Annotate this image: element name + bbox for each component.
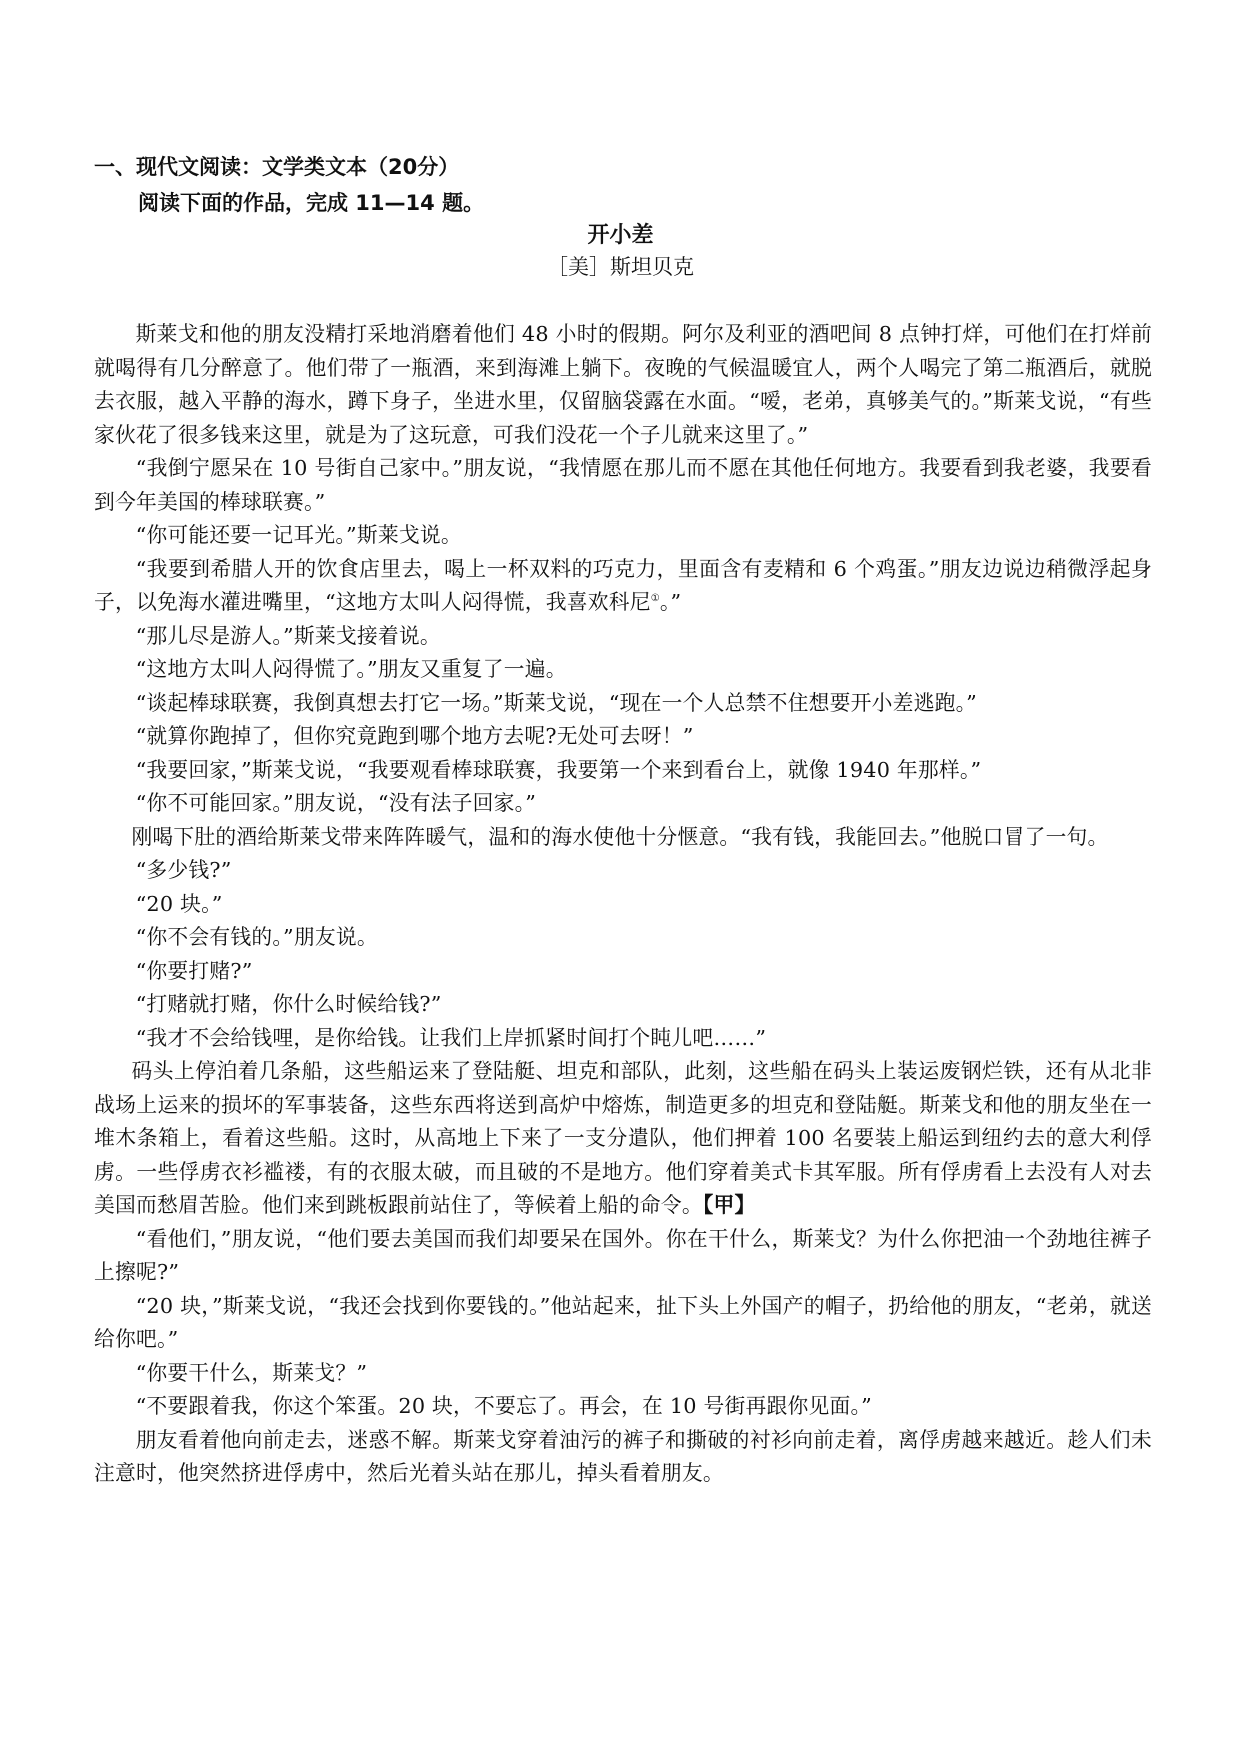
paragraph: 朋友看着他向前走去，迷惑不解。斯莱戈穿着油污的裤子和撕破的衬衫向前走着，离俘虏越来越近。趁人们未注意时，他突然挤进俘虏中，然后光着头站在那儿，掉头看着朋友。 (94, 1427, 1152, 1485)
footnote-mark: ① (650, 593, 660, 605)
paragraph: 刚喝下肚的酒给斯莱戈带来阵阵暖气，温和的海水使他十分惬意。“我有钱，我能回去。”他脱口冒了一句。 (131, 824, 1109, 849)
paragraph: “看他们，”朋友说，“他们要去美国而我们却要呆在国外。你在干什么，斯莱戈？为什么你把油一个劲地往裤子上擦呢?” (94, 1226, 1152, 1284)
story-body (94, 318, 1152, 1491)
paragraph: “打赌就打赌，你什么时候给钱?” (135, 992, 442, 1016)
paragraph-text: 码头上停泊着几条船，这些船运来了登陆艇、坦克和部队，此刻，这些船在码头上装运废钢烂铁，还有从北非战场上运来的损坏的军事装备，这些东西将送到高炉中熔炼，制造更多的坦克和登陆艇。斯莱戈和他的朋友坐在一堆木条箱上，看着这些船。这时，从高地上下来了一支分遣队，他们押着 100 名要装上船运到纽约去的意大利俘虏。一些俘虏衣衫褴褛，有的衣服太破，而且破的不是地方。他们穿着美式卡其军服。所有俘虏看上去没有人对去美国而愁眉苦脸。他们来到跳板跟前站住了，等候着上船的命令。 (94, 1059, 1152, 1217)
paragraph: “多少钱?” (135, 858, 232, 882)
paragraph: “就算你跑掉了，但你究竟跑到哪个地方去呢?无处可去呀！” (135, 724, 694, 748)
paragraph: “不要跟着我，你这个笨蛋。20 块，不要忘了。再会，在 10 号街再跟你见面。” (135, 1394, 872, 1418)
reading-instruction: 阅读下面的作品，完成 11—14 题。 (138, 191, 485, 215)
paragraph: “我要回家，”斯莱戈说，“我要观看棒球联赛，我要第一个来到看台上，就像 1940 年那样。” (135, 757, 982, 782)
paragraph: 斯莱戈和他的朋友没精打采地消磨着他们 48 小时的假期。阿尔及利亚的酒吧间 8 点钟打烊，可他们在打烊前就喝得有几分醉意了。他们带了一瓶酒，来到海滩上躺下。夜晚的气候温暖宜人，两个人喝完了第二瓶酒后，就脱去衣服，越入平静的海水，蹲下身子，坐进水里，仅留脑袋露在水面。“嗳，老弟，真够美气的。”斯莱戈说，“有些家伙花了很多钱来这里，就是为了这玩意，可我们没花一个子儿就来这里了。” (94, 322, 1152, 447)
marker-jia: 【甲】 (702, 1193, 756, 1217)
paragraph: “我才不会给钱哩，是你给钱。让我们上岸抓紧时间打个盹儿吧……” (135, 1025, 767, 1050)
paragraph: “你不可能回家。”朋友说，“没有法子回家。” (135, 791, 537, 815)
paragraph: “那儿尽是游人。”斯莱戈接着说。 (135, 623, 441, 648)
paragraph: “你要干什么，斯莱戈？” (135, 1360, 368, 1385)
paragraph-text: “我要到希腊人开的饮食店里去，喝上一杯双料的巧克力，里面含有麦精和 6 个鸡蛋。”朋友边说边稍微浮起身子，以免海水灌进嘴里，“这地方太叫人闷得慌，我喜欢科尼 (94, 556, 1152, 614)
paragraph: “我倒宁愿呆在 10 号街自己家中。”朋友说，“我情愿在那儿而不愿在其他任何地方。我要看到我老婆，我要看到今年美国的棒球联赛。” (94, 456, 1152, 514)
story-title: 开小差 (587, 223, 654, 248)
paragraph: “20 块，”斯莱戈说，“我还会找到你要钱的。”他站起来，扯下头上外国产的帽子，扔给他的朋友，“老弟，就送给你吧。” (94, 1293, 1152, 1351)
paragraph: “你不会有钱的。”朋友说。 (135, 925, 378, 949)
story-author: ［美］斯坦贝克 (547, 255, 694, 279)
paragraph-text: 。” (659, 590, 682, 614)
paragraph: “你可能还要一记耳光。”斯莱戈说。 (135, 523, 462, 547)
section-heading: 一、现代文阅读：文学类文本（20分） (94, 155, 460, 179)
paragraph (94, 553, 1152, 620)
paragraph: “谈起棒球联赛，我倒真想去打它一场。”斯莱戈说，“现在一个人总禁不住想要开小差逃跑。” (135, 690, 977, 715)
paragraph (94, 1055, 1152, 1223)
paragraph: “你要打赌?” (135, 958, 253, 983)
paragraph: “20 块。” (135, 891, 223, 916)
paragraph: “这地方太叫人闷得慌了。”朋友又重复了一遍。 (135, 657, 567, 681)
